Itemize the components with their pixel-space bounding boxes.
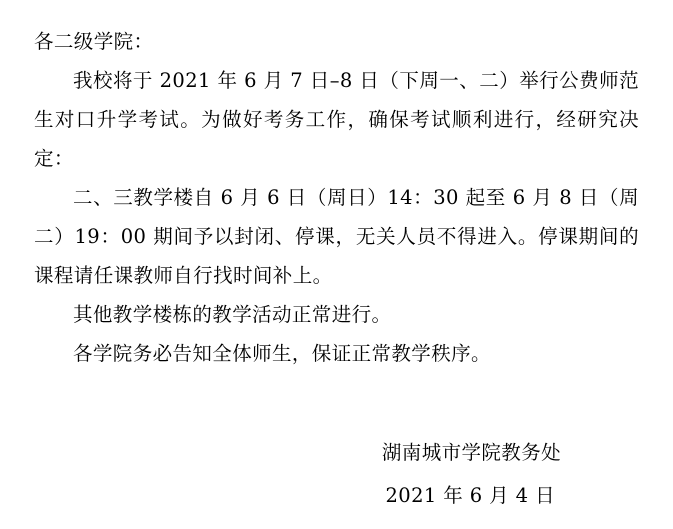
signature-block <box>34 431 639 517</box>
salutation: 各二级学院： <box>34 30 154 53</box>
signature-issuer: 湖南城市学院教务处 <box>381 441 561 464</box>
paragraph-2: 二、三教学楼自 6 月 6 日（周日）14：30 起至 6 月 8 日（周二）19：00 期间予以封闭、停课，无关人员不得进入。停课期间的课程请任课教师自行找时间补上。 <box>34 186 639 287</box>
signature-date: 2021 年 6 月 4 日 <box>385 484 555 507</box>
document-body <box>34 22 639 373</box>
paragraph-3: 其他教学楼栋的教学活动正常进行。 <box>73 303 392 326</box>
paragraph-1: 我校将于 2021 年 6 月 7 日–8 日（下周一、二）举行公费师范生对口升学考试。为做好考务工作，确保考试顺利进行，经研究决定： <box>34 69 639 170</box>
paragraph-4: 各学院务必告知全体师生，保证正常教学秩序。 <box>73 342 491 365</box>
